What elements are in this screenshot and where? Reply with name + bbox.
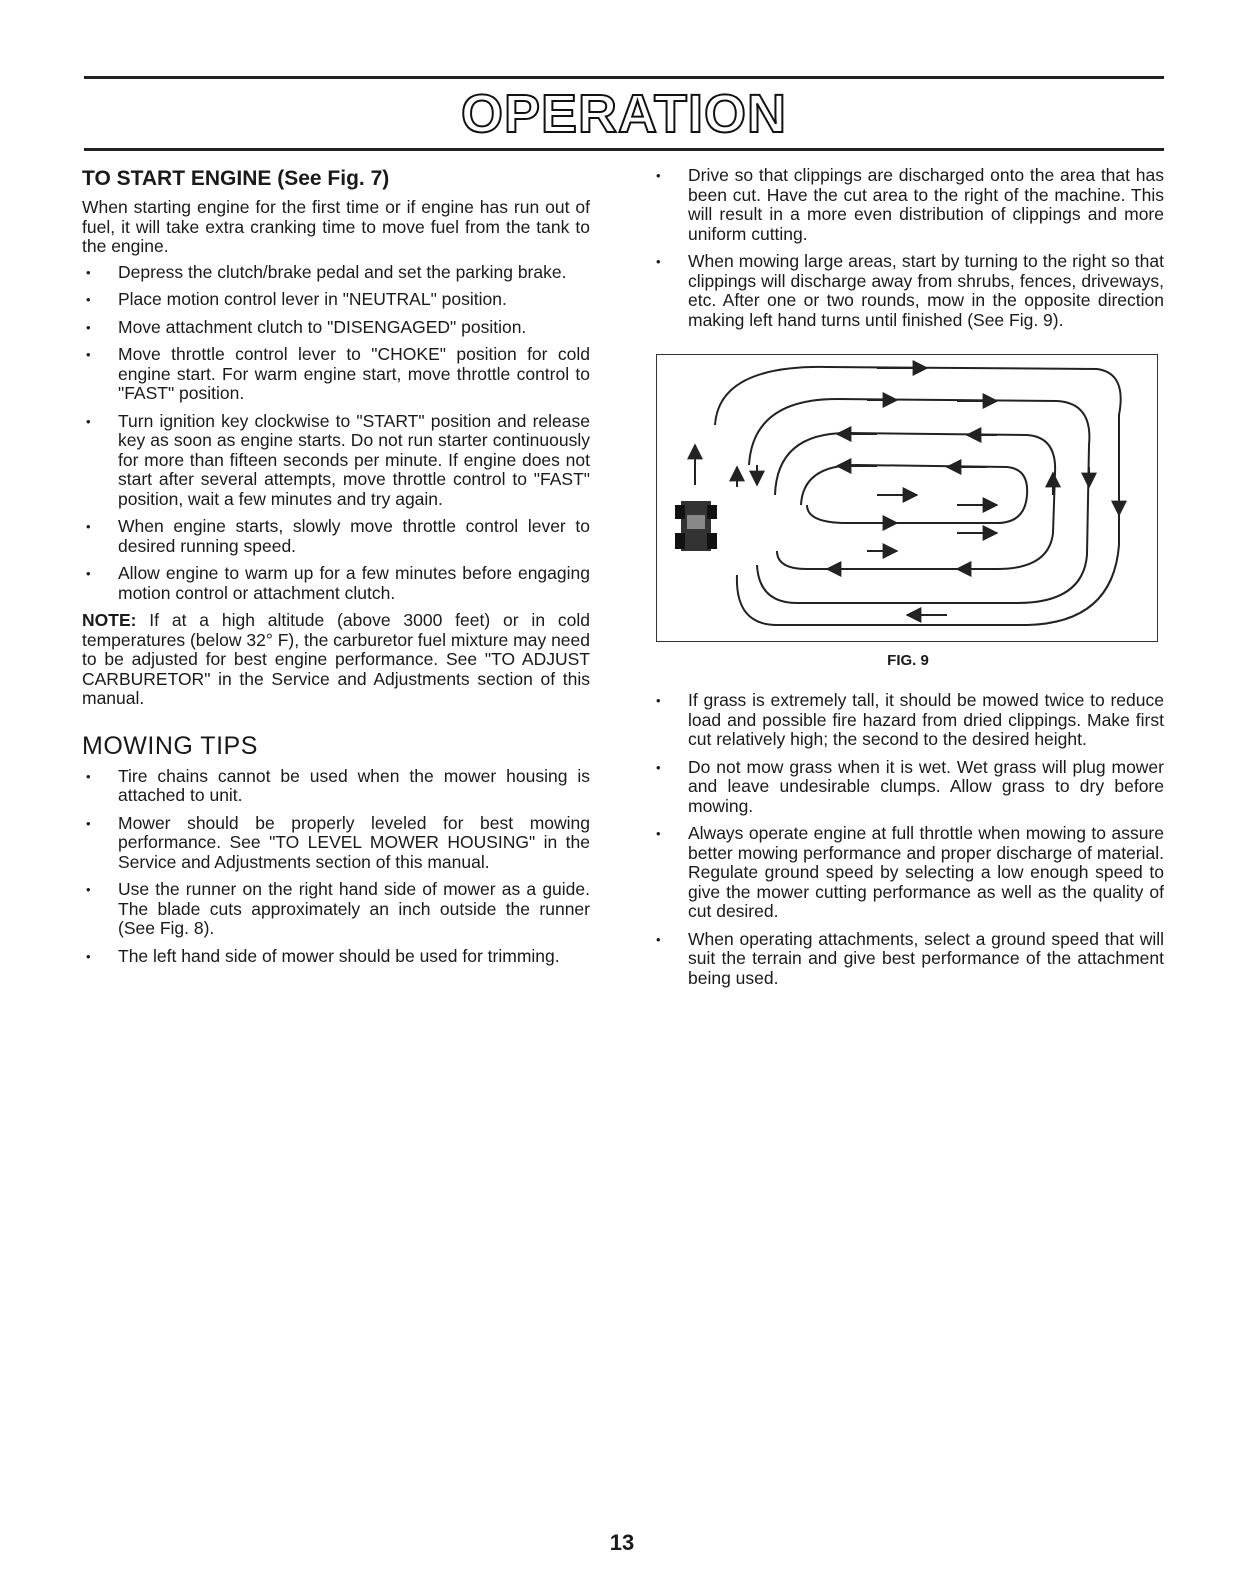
list-item: • When mowing large areas, start by turning to the right so that clippings will discharge away from shrubs, fences, driveways, etc. After one or two rounds, mow in the opposite direction making left hand turns until finished (See Fig. 9). (652, 252, 1164, 330)
list-item: • Use the runner on the right hand side of mower as a guide. The blade cuts approximately an inch outside the runner (See Fig. 8). (82, 880, 590, 939)
list-item: • Place motion control lever in "NEUTRAL" position. (82, 290, 590, 310)
mowing-tips-list-bottom (652, 691, 1164, 988)
start-engine-heading: TO START ENGINE (See Fig. 7) (82, 167, 390, 190)
list-item: • Tire chains cannot be used when the mower housing is attached to unit. (82, 767, 590, 806)
tractor-icon (675, 501, 717, 551)
second-pass-path (749, 399, 1089, 603)
list-item: • Do not mow grass when it is wet. Wet grass will plug mower and leave undesirable clumps. Allow grass to dry before mowing. (652, 758, 1164, 817)
figure-caption: FIG. 9 (887, 652, 929, 669)
third-pass-path (775, 433, 1055, 569)
header-rule-bottom (84, 148, 1164, 151)
start-engine-steps (82, 263, 590, 604)
list-item: • Mower should be properly leveled for best mowing performance. See "TO LEVEL MOWER HOUSING" in the Service and Adjustments section of this manual. (82, 814, 590, 873)
list-item: • Move attachment clutch to "DISENGAGED" position. (82, 318, 590, 338)
page-number: 13 (609, 1530, 635, 1555)
list-item: • When operating attachments, select a ground speed that will suit the terrain and give best performance of the attachment being used. (652, 930, 1164, 989)
mowing-tips-list-continued (652, 166, 1164, 330)
right-column (652, 166, 1164, 996)
header-rule-top (84, 76, 1164, 79)
outer-pass-path (715, 367, 1121, 625)
mowing-pattern-diagram (657, 355, 1157, 641)
mowing-tips-list (82, 767, 590, 967)
note-label: NOTE: (82, 610, 137, 630)
list-item: • Allow engine to warm up for a few minutes before engaging motion control or attachment clutch. (82, 564, 590, 603)
list-item: • Turn ignition key clockwise to "START" position and release key as soon as engine starts. Do not run starter continuously for more than fifteen seconds per minute. If engine does not start after several attempts, move throttle control to "FAST" position, wait a few minutes and try again. (82, 412, 590, 510)
start-engine-intro: When starting engine for the first time or if engine has run out of fuel, it will take extra cranking time to move fuel from the tank to the engine. (82, 197, 590, 256)
note-text: If at a high altitude (above 3000 feet) or in cold temperatures (below 32° F), the carburetor fuel mixture may need to be adjusted for best engine performance. See "TO ADJUST CARBURETOR" in the Service and Adjustments section of this manual. (82, 610, 590, 708)
list-item: • Move throttle control lever to "CHOKE" position for cold engine start. For warm engine start, move throttle control to "FAST" position. (82, 345, 590, 404)
list-item: • Depress the clutch/brake pedal and set the parking brake. (82, 263, 590, 283)
list-item: • The left hand side of mower should be used for trimming. (82, 947, 590, 967)
list-item: • Always operate engine at full throttle when mowing to assure better mowing performance and proper discharge of material. Regulate ground speed by selecting a low enough speed to give the mower cutting performance as well as the quality of cut desired. (652, 824, 1164, 922)
page-title: OPERATION (460, 84, 787, 144)
left-column (82, 166, 590, 974)
list-item: • When engine starts, slowly move throttle control lever to desired running speed. (82, 517, 590, 556)
mowing-pattern-figure (656, 354, 1158, 642)
mowing-tips-heading: MOWING TIPS (82, 731, 258, 760)
list-item: • If grass is extremely tall, it should be mowed twice to reduce load and possible fire hazard from dried clippings. Make first cut relatively high; the second to the desired height. (652, 691, 1164, 750)
altitude-note (82, 611, 590, 709)
list-item: • Drive so that clippings are discharged onto the area that has been cut. Have the cut area to the right of the machine. This will result in a more even distribution of clippings and more uniform cutting. (652, 166, 1164, 244)
